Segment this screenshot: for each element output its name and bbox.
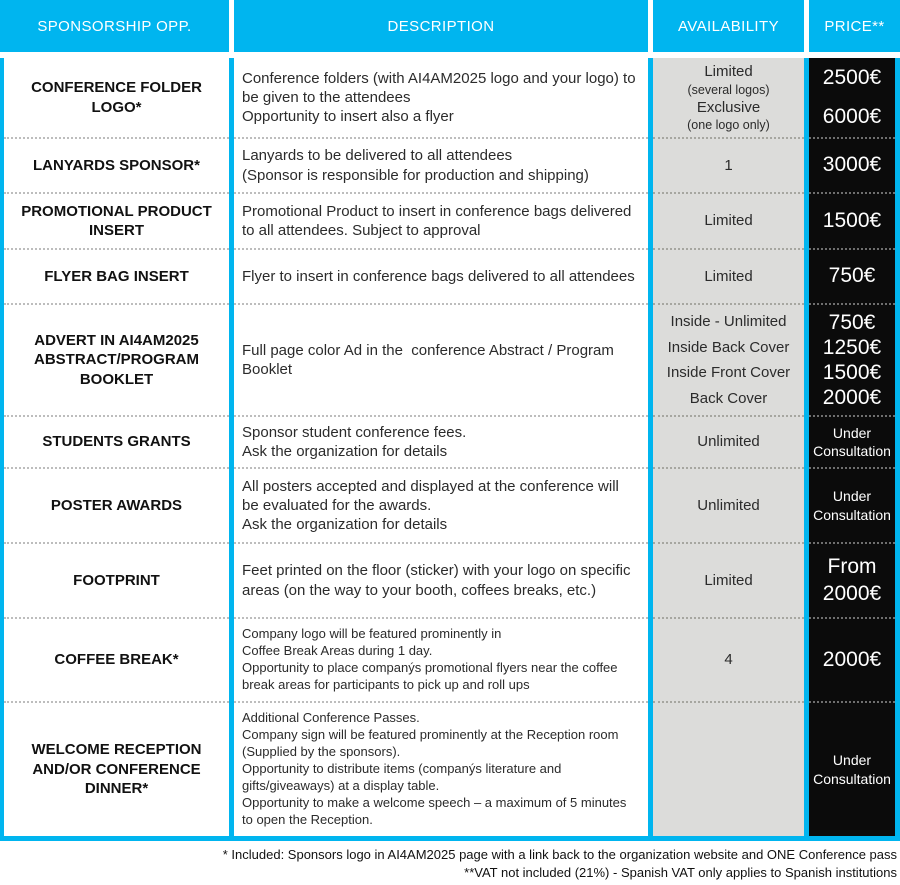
description-line: Conference folders (with AI4AM2025 logo and your logo) to be given to the attendees <box>242 69 640 106</box>
description-line: Coffee Break Areas during 1 day. <box>242 643 433 659</box>
availability-line: Exclusive <box>696 98 761 116</box>
price-line: 1500€ <box>822 361 882 384</box>
price-cell <box>809 467 895 542</box>
description-cell <box>234 617 648 701</box>
table-row <box>4 467 895 542</box>
price-cell <box>809 58 895 137</box>
availability-line: 1 <box>724 156 733 174</box>
footnotes <box>0 846 900 881</box>
price-cell <box>809 192 895 248</box>
header-description: DESCRIPTION <box>234 0 648 52</box>
sponsorship-name: STUDENTS GRANTS <box>4 415 229 467</box>
sponsorship-name: FLYER BAG INSERT <box>4 248 229 303</box>
description-cell <box>234 248 648 303</box>
table-row <box>4 415 895 467</box>
availability-cell <box>653 137 804 192</box>
table-row <box>4 701 895 836</box>
availability-cell <box>653 701 804 836</box>
description-line: Promotional Product to insert in conference bags delivered to all attendees. Subject to approval <box>242 202 636 239</box>
price-line: 750€ <box>828 264 876 288</box>
price-line: 2000€ <box>822 647 882 671</box>
sponsorship-name: COFFEE BREAK* <box>4 617 229 701</box>
availability-cell <box>653 467 804 542</box>
sponsorship-name: PROMOTIONAL PRODUCT INSERT <box>4 192 229 248</box>
description-line: Opportunity to make a welcome speech – a maximum of 5 minutes to open the Reception. <box>242 794 631 827</box>
header-price: PRICE** <box>809 0 900 52</box>
availability-cell <box>653 542 804 617</box>
description-line: Flyer to insert in conference bags delivered to all attendees <box>242 267 635 285</box>
description-cell <box>234 58 648 137</box>
availability-line: Limited <box>704 212 753 230</box>
header-sponsorship-opp: SPONSORSHIP OPP. <box>0 0 229 52</box>
description-cell <box>234 303 648 415</box>
availability-line: Limited <box>704 267 753 285</box>
description-line: Company sign will be featured prominently at the Reception room (Supplied by the sponsors). <box>242 727 623 760</box>
description-line: (Sponsor is responsible for production and shipping) <box>242 166 589 184</box>
availability-cell <box>653 303 804 415</box>
description-cell <box>234 415 648 467</box>
availability-line: (several logos) <box>687 82 770 97</box>
availability-line: Unlimited <box>697 433 760 451</box>
description-line: Additional Conference Passes. <box>242 710 420 726</box>
price-line: Under Consultation <box>813 488 891 523</box>
price-line: From 2000€ <box>822 555 882 605</box>
price-line: 2500€ <box>822 66 882 90</box>
availability-cell <box>653 192 804 248</box>
description-line: Full page color Ad in the conference Abstract / Program Booklet <box>242 341 619 378</box>
price-line: 3000€ <box>822 153 882 177</box>
price-cell <box>809 617 895 701</box>
description-cell <box>234 542 648 617</box>
availability-line: (one logo only) <box>687 117 770 132</box>
description-line: Opportunity to distribute items (companýs literature and gifts/giveaways) at a display table. <box>242 761 565 793</box>
price-line: Under Consultation <box>813 752 891 787</box>
description-line: All posters accepted and displayed at the conference will be evaluated for the awards. <box>242 477 624 514</box>
availability-line: 4 <box>724 651 733 669</box>
availability-cell <box>653 617 804 701</box>
description-cell <box>234 467 648 542</box>
description-line: Ask the organization for details <box>242 443 448 460</box>
table-body <box>0 58 900 841</box>
description-line: Company logo will be featured prominently in <box>242 626 502 642</box>
table-row <box>4 192 895 248</box>
sponsorship-name: CONFERENCE FOLDER LOGO* <box>4 58 229 137</box>
footnote-included: * Included: Sponsors logo in AI4AM2025 page with a link back to the organization website and ONE Conference pass <box>222 847 897 862</box>
availability-cell <box>653 248 804 303</box>
price-cell <box>809 303 895 415</box>
description-line: Sponsor student conference fees. <box>242 423 467 441</box>
availability-line: Inside Back Cover <box>667 338 790 356</box>
sponsorship-name: ADVERT IN AI4AM2025 ABSTRACT/PROGRAM BOOKLET <box>4 303 229 415</box>
price-line: 750€ <box>828 310 876 334</box>
table-row <box>4 617 895 701</box>
sponsorship-name: WELCOME RECEPTION AND/OR CONFERENCE DINNER* <box>4 701 229 836</box>
availability-line: Back Cover <box>689 389 768 407</box>
availability-line: Inside - Unlimited <box>670 313 787 330</box>
price-line: 2000€ <box>822 386 882 410</box>
price-cell <box>809 248 895 303</box>
price-line: 1250€ <box>822 335 882 359</box>
availability-line: Limited <box>704 63 753 81</box>
table-row <box>4 303 895 415</box>
header-availability: AVAILABILITY <box>653 0 804 52</box>
footnote-vat: **VAT not included (21%) - Spanish VAT only applies to Spanish institutions <box>464 864 897 880</box>
table-header-row <box>0 0 900 52</box>
description-line: Opportunity to place companýs promotional flyers near the coffee break areas for participants to pick up and roll ups <box>242 660 622 692</box>
availability-cell <box>653 415 804 467</box>
price-cell <box>809 137 895 192</box>
sponsorship-name: FOOTPRINT <box>4 542 229 617</box>
availability-cell <box>653 58 804 137</box>
price-cell <box>809 701 895 836</box>
sponsorship-name: POSTER AWARDS <box>4 467 229 542</box>
description-line: Lanyards to be delivered to all attendees <box>242 147 513 165</box>
description-cell <box>234 192 648 248</box>
availability-line: Inside Front Cover <box>666 364 791 381</box>
table-row <box>4 58 895 137</box>
price-cell <box>809 542 895 617</box>
price-line: Under Consultation <box>813 424 891 459</box>
price-cell <box>809 415 895 467</box>
sponsorship-name: LANYARDS SPONSOR* <box>4 137 229 192</box>
description-line: Feet printed on the floor (sticker) with your logo on specific areas (on the way to your booth, coffees breaks, etc.) <box>242 562 635 599</box>
availability-line: Limited <box>704 571 753 589</box>
description-cell <box>234 137 648 192</box>
table-row <box>4 542 895 617</box>
table-row <box>4 248 895 303</box>
description-line: Opportunity to insert also a flyer <box>242 108 454 126</box>
availability-line: Unlimited <box>697 496 760 514</box>
price-line: 6000€ <box>822 104 882 128</box>
description-cell <box>234 701 648 836</box>
table-row <box>4 137 895 192</box>
description-line: Ask the organization for details <box>242 516 448 534</box>
price-line: 1500€ <box>822 208 882 232</box>
